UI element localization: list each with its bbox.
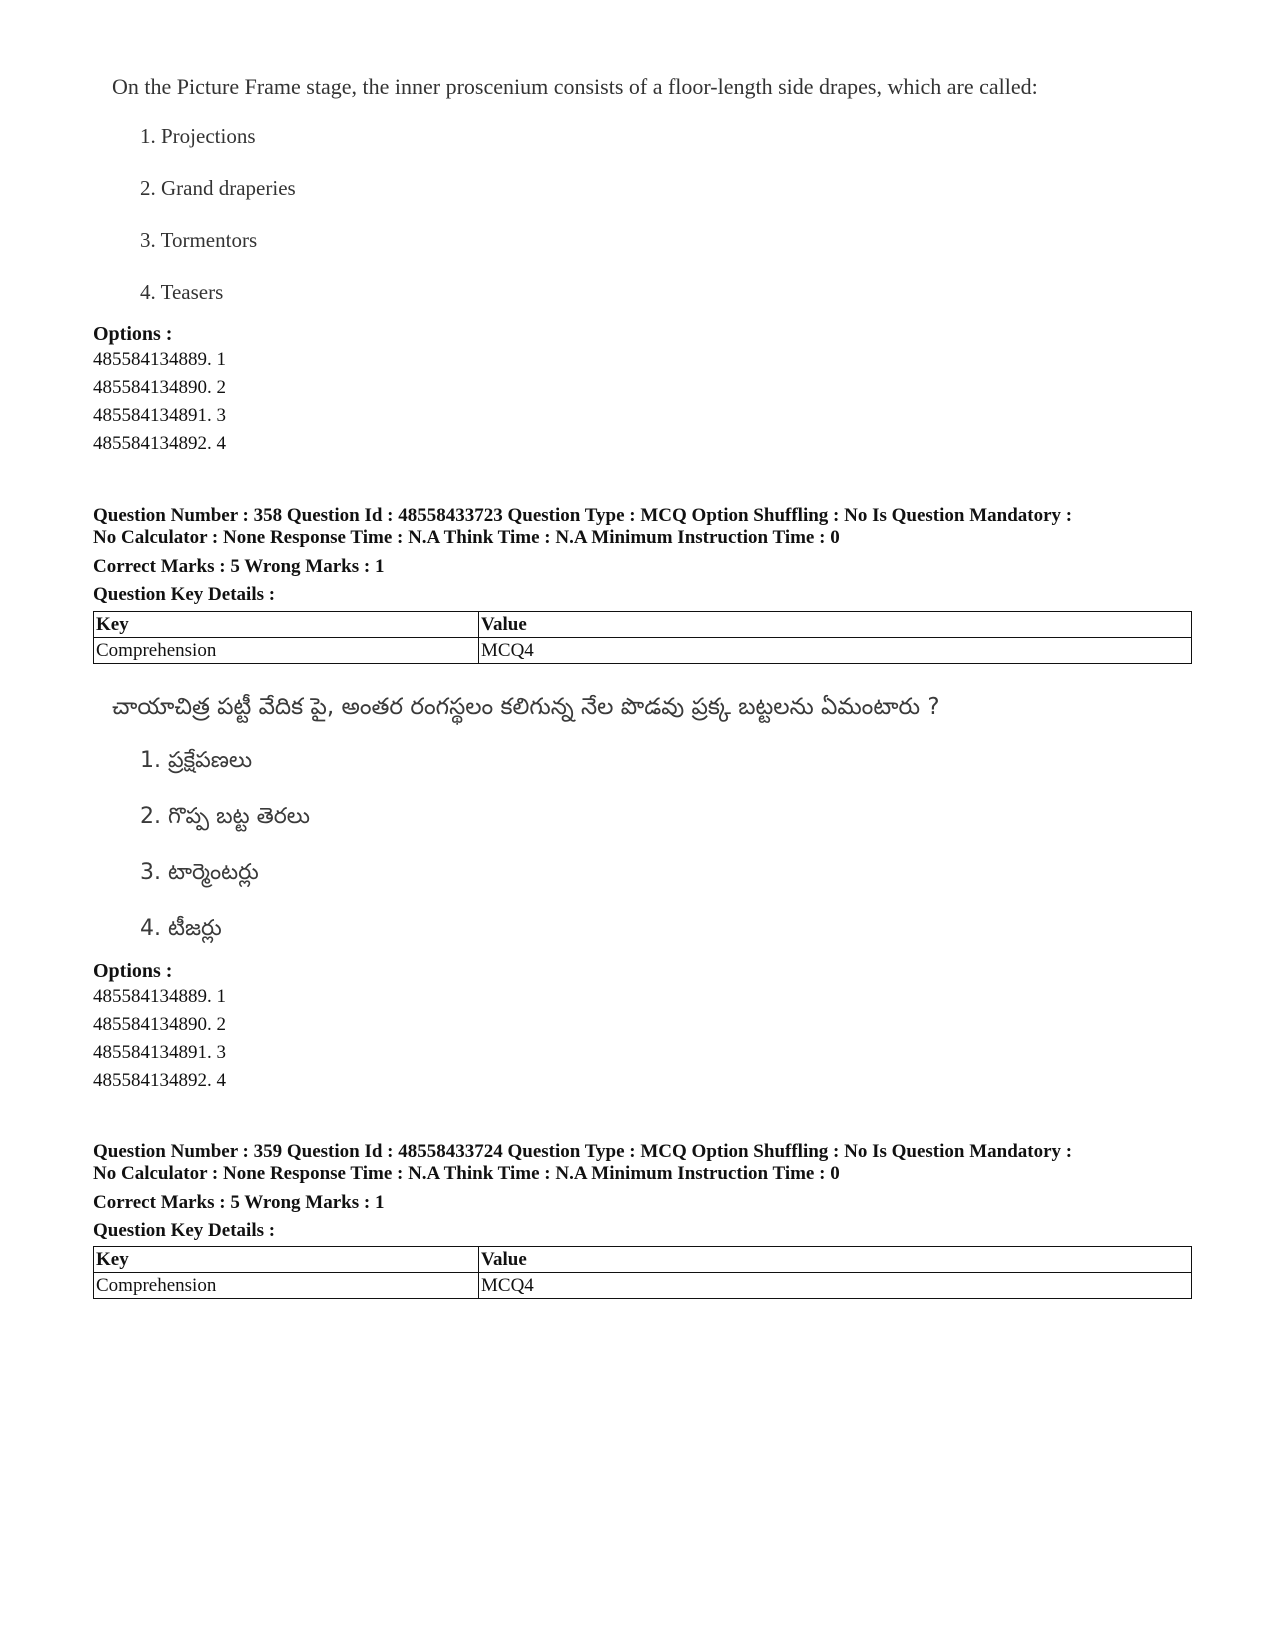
option-line: 485584134892. 4 — [93, 1070, 226, 1091]
choice-item: 1. ప్రక్షేపణలు — [140, 748, 253, 773]
question-header-line: Question Number : 358 Question Id : 48558433723 Question Type : MCQ Option Shuffling : No Is Question Mandatory : — [93, 505, 1073, 526]
question-header-line: Question Number : 359 Question Id : 48558433724 Question Type : MCQ Option Shuffling : No Is Question Mandatory : — [93, 1141, 1073, 1162]
choice-item: 2. Grand draperies — [140, 176, 296, 200]
question-359-header — [93, 1141, 1193, 1185]
table-cell: MCQ4 — [479, 1273, 1192, 1299]
option-line: 485584134891. 3 — [93, 405, 226, 426]
options-block-357 — [93, 323, 1193, 458]
options-block-358 — [93, 960, 1193, 1095]
table-cell: Comprehension — [94, 638, 479, 664]
table-row — [94, 638, 1192, 664]
table-header-cell: Value — [479, 1247, 1192, 1273]
question-358-header — [93, 505, 1193, 549]
question-header-line: No Calculator : None Response Time : N.A Think Time : N.A Minimum Instruction Time : 0 — [93, 1163, 840, 1184]
choice-item: 3. Tormentors — [140, 228, 258, 252]
choice-item: 3. టార్మెంటర్లు — [140, 860, 259, 885]
question-key-table — [93, 611, 1192, 664]
table-header-cell: Key — [94, 612, 479, 638]
question-357-text-image — [112, 74, 1038, 304]
table-cell: MCQ4 — [479, 638, 1192, 664]
choice-item: 4. టీజర్లు — [140, 916, 222, 941]
options-label: Options : — [93, 960, 173, 982]
marks-line: Correct Marks : 5 Wrong Marks : 1 — [93, 1192, 385, 1213]
table-cell: Comprehension — [94, 1273, 479, 1299]
choice-item: 4. Teasers — [140, 280, 224, 304]
option-line: 485584134889. 1 — [93, 986, 226, 1007]
choice-item: 1. Projections — [140, 124, 256, 148]
choice-item: 2. గొప్ప బట్ట తెరలు — [140, 804, 310, 829]
option-line: 485584134890. 2 — [93, 377, 226, 398]
table-row — [94, 1273, 1192, 1299]
question-header-line: No Calculator : None Response Time : N.A Think Time : N.A Minimum Instruction Time : 0 — [93, 527, 840, 548]
marks-line: Correct Marks : 5 Wrong Marks : 1 — [93, 556, 385, 577]
option-line: 485584134892. 4 — [93, 433, 226, 454]
key-details-label: Question Key Details : — [93, 1220, 276, 1241]
question-text: On the Picture Frame stage, the inner proscenium consists of a floor-length side drapes, which are called: — [112, 74, 1038, 99]
table-header-row — [94, 1247, 1192, 1273]
option-line: 485584134889. 1 — [93, 349, 226, 370]
table-header-cell: Key — [94, 1247, 479, 1273]
options-label: Options : — [93, 323, 173, 345]
table-header-cell: Value — [479, 612, 1192, 638]
option-line: 485584134891. 3 — [93, 1042, 226, 1063]
question-358-text-image — [112, 694, 940, 941]
table-header-row — [94, 612, 1192, 638]
question-text-telugu: చాయాచిత్ర పట్టీ వేదిక పై, అంతర రంగస్థలం కలిగున్న నేల పొడవు ప్రక్క బట్టలను ఏమంటారు ? — [112, 694, 940, 720]
question-key-table — [93, 1246, 1192, 1299]
key-details-label: Question Key Details : — [93, 584, 276, 605]
option-line: 485584134890. 2 — [93, 1014, 226, 1035]
